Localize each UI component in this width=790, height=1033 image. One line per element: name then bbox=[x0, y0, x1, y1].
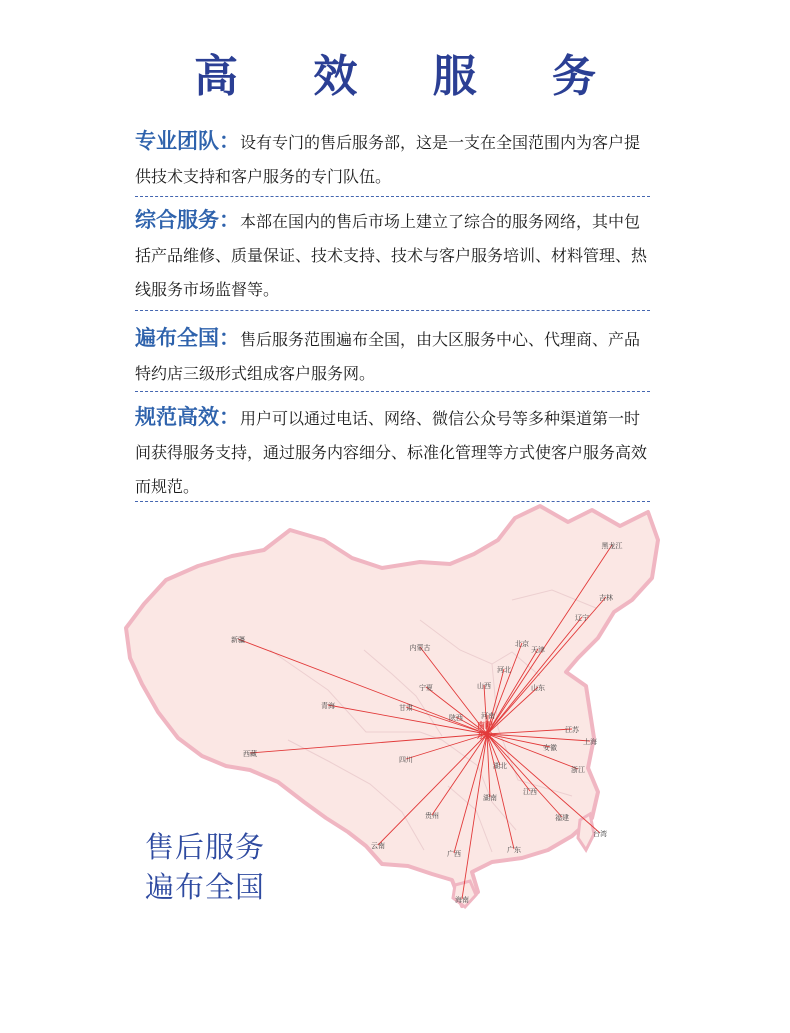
section-nationwide bbox=[135, 321, 650, 391]
province-label: 福建 bbox=[555, 814, 569, 822]
section-heading: 专业团队： bbox=[135, 129, 240, 153]
province-label: 四川 bbox=[399, 756, 413, 764]
province-label: 西藏 bbox=[243, 750, 257, 758]
province-label: 黑龙江 bbox=[601, 542, 623, 550]
province-label: 北京 bbox=[515, 640, 529, 648]
province-label: 青海 bbox=[321, 702, 335, 710]
province-label: 辽宁 bbox=[575, 614, 589, 622]
section-professional-team bbox=[135, 124, 650, 194]
province-label: 河北 bbox=[497, 666, 511, 674]
section-heading: 规范高效： bbox=[135, 405, 240, 429]
province-label: 天津 bbox=[531, 646, 545, 654]
province-label: 宁夏 bbox=[419, 684, 433, 692]
province-label: 广东 bbox=[507, 846, 521, 854]
section-heading: 遍布全国： bbox=[135, 326, 240, 350]
province-label: 江苏 bbox=[565, 726, 579, 734]
section-body: 设有专门的售后服务部，这是一支在全国范围内为客户提供技术支持和客户服务的专门队伍。 bbox=[135, 133, 641, 186]
section-standard-efficient bbox=[135, 400, 650, 504]
province-label: 甘肃 bbox=[399, 704, 413, 712]
province-label: 江西 bbox=[523, 788, 537, 796]
province-label: 河南 bbox=[481, 712, 495, 720]
page-title: 高 效 服 务 bbox=[194, 51, 626, 102]
province-label: 山东 bbox=[531, 684, 545, 692]
province-label: 湖北 bbox=[493, 762, 507, 770]
divider bbox=[135, 391, 650, 392]
province-label: 山西 bbox=[477, 682, 491, 690]
hub-label-2: 东发 bbox=[477, 731, 493, 740]
province-label: 海南 bbox=[455, 896, 469, 904]
province-label: 内蒙古 bbox=[409, 644, 431, 652]
section-heading: 综合服务： bbox=[135, 208, 240, 232]
province-label: 安徽 bbox=[543, 744, 557, 752]
section-comprehensive-service bbox=[135, 203, 650, 307]
tagline-line-1: 售后服务 bbox=[145, 830, 266, 864]
province-label: 台湾 bbox=[593, 830, 607, 838]
province-label: 湖南 bbox=[483, 794, 497, 802]
section-body: 本部在国内的售后市场上建立了综合的服务网络，其中包括产品维修、质量保证、技术支持、技术与客户服务培训、材料管理、热线服务市场监督等。 bbox=[135, 212, 648, 299]
section-body: 售后服务范围遍布全国，由大区服务中心、代理商、产品特约店三级形式组成客户服务网。 bbox=[135, 330, 641, 383]
divider bbox=[135, 196, 650, 197]
section-body: 用户可以通过电话、网络、微信公众号等多种渠道第一时间获得服务支持，通过服务内容细分、标准化管理等方式使客户服务高效而规范。 bbox=[135, 409, 648, 496]
province-label: 贵州 bbox=[425, 812, 439, 820]
hub-label-1: 南阳 bbox=[477, 721, 493, 730]
province-label: 陕西 bbox=[449, 714, 463, 722]
tagline-line-2: 遍布全国 bbox=[145, 870, 266, 904]
province-label: 浙江 bbox=[571, 766, 585, 774]
taiwan-outline bbox=[578, 814, 594, 850]
province-label: 云南 bbox=[371, 842, 385, 850]
province-label: 吉林 bbox=[599, 594, 613, 602]
divider bbox=[135, 310, 650, 311]
province-label: 新疆 bbox=[231, 636, 245, 644]
province-label: 上海 bbox=[583, 738, 597, 746]
province-label: 广西 bbox=[447, 850, 461, 858]
